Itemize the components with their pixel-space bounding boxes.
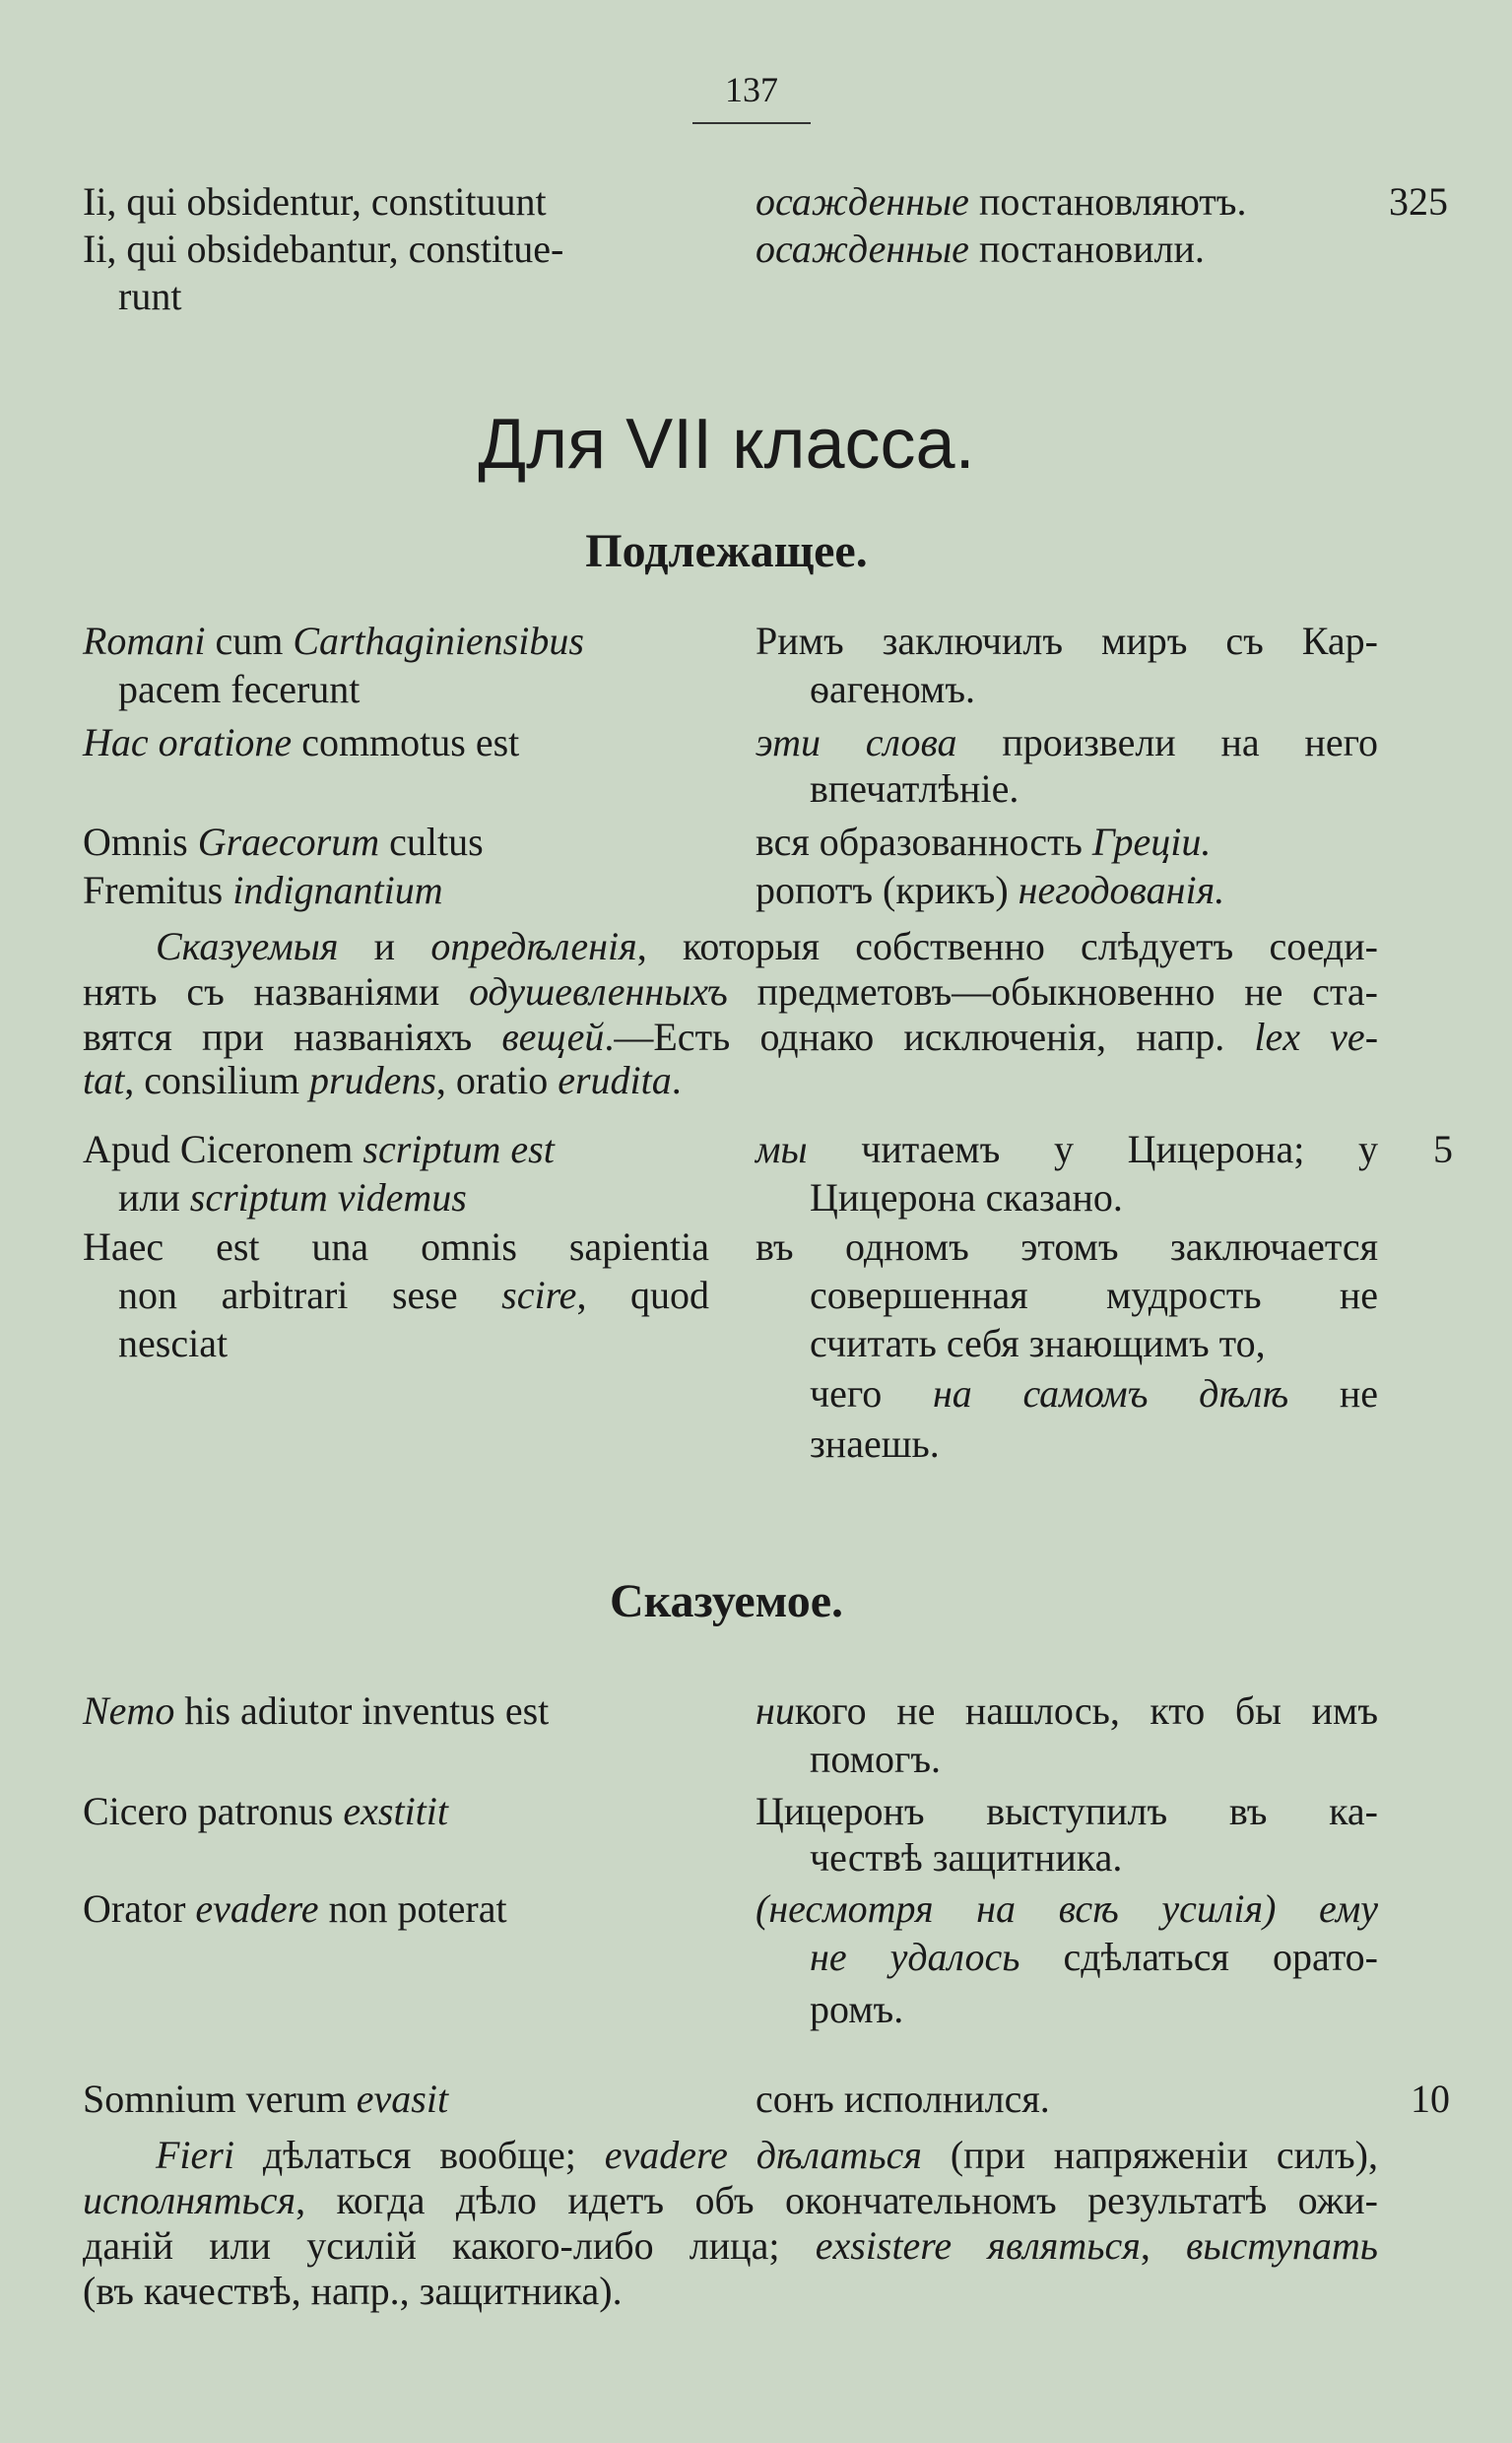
latin-line xyxy=(83,867,443,914)
text: 5 xyxy=(1433,1127,1453,1171)
latin-line xyxy=(118,1320,228,1367)
russian-line xyxy=(756,1223,1378,1271)
note-line xyxy=(83,1057,682,1104)
italic-text: erudita xyxy=(558,1058,672,1102)
latin-line xyxy=(83,226,563,273)
italic-text: exsistere являться xyxy=(815,2223,1141,2268)
italic-text: эти слова xyxy=(756,720,957,764)
text: въ одномъ этомъ заключается xyxy=(756,1224,1378,1269)
text: или xyxy=(118,1175,190,1220)
italic-text: lex ve- xyxy=(1254,1015,1379,1059)
text: вятся при названіяхъ xyxy=(83,1015,502,1059)
italic-text: Carthaginiensibus xyxy=(293,619,584,663)
text: Цицеронъ выступилъ въ ка- xyxy=(756,1789,1378,1833)
text: дѣлаться вообще; xyxy=(233,2133,605,2177)
text: cum xyxy=(205,619,294,663)
italic-text: не удалось xyxy=(810,1935,1020,1979)
text: .—Есть однако исключенія, напр. xyxy=(604,1015,1255,1059)
italic-text: осажденные xyxy=(756,227,969,271)
text: чествѣ защитника. xyxy=(810,1835,1123,1880)
text: Orator xyxy=(83,1886,196,1931)
italic-text: вещей xyxy=(501,1015,605,1059)
subheading-predicate: Сказуемое. xyxy=(609,1575,844,1627)
italic-text: prudens xyxy=(309,1058,436,1102)
latin-line xyxy=(83,1126,555,1173)
text: Omnis xyxy=(83,820,198,864)
italic-text: исполняться xyxy=(83,2178,296,2222)
text: не xyxy=(1288,1371,1378,1416)
italic-text: Romani xyxy=(83,619,206,663)
italic-text: exstitit xyxy=(343,1789,449,1833)
italic-text: evadere дѣлаться xyxy=(604,2133,922,2177)
russian-line xyxy=(810,1370,1378,1418)
text: 10 xyxy=(1411,2077,1450,2121)
russian-line xyxy=(810,666,975,713)
text: pacem fecerunt xyxy=(118,667,361,711)
latin-line xyxy=(83,1687,549,1735)
note-line xyxy=(83,968,1378,1016)
italic-text: Hac oratione xyxy=(83,720,293,764)
text: и xyxy=(338,924,431,968)
text: сдѣлаться орато- xyxy=(1019,1935,1379,1979)
text: Fremitus xyxy=(83,868,233,912)
russian-line xyxy=(810,1736,941,1783)
italic-text: evadere xyxy=(195,1886,319,1931)
page-number-rule xyxy=(692,122,811,124)
text: помогъ. xyxy=(810,1737,942,1781)
latin-line xyxy=(83,1223,709,1271)
text: впечатлѣніе. xyxy=(810,766,1019,811)
latin-line xyxy=(118,1272,709,1319)
italic-text: ни xyxy=(756,1688,795,1733)
note-line xyxy=(83,2177,1378,2224)
text: предметовъ—обыкновенно не ста- xyxy=(727,969,1378,1014)
russian-line xyxy=(810,1834,1122,1882)
text: his adiutor inventus est xyxy=(174,1688,550,1733)
text: . xyxy=(671,1058,682,1102)
text: runt xyxy=(118,274,182,318)
latin-line xyxy=(118,1174,467,1222)
text: даній или усилій какого-либо лица; xyxy=(83,2223,816,2268)
text: произвели на него xyxy=(956,720,1378,764)
russian-line xyxy=(810,1320,1266,1367)
text: считать себя знающимъ то, xyxy=(810,1321,1266,1365)
text: , когда дѣло идетъ объ окончательномъ результатѣ ожи- xyxy=(296,2178,1378,2222)
latin-line xyxy=(83,618,584,665)
section-heading: Для VII класса. xyxy=(478,405,975,484)
italic-text: осажденные xyxy=(756,179,969,224)
russian-line xyxy=(810,1420,940,1468)
italic-text: scire xyxy=(501,1273,577,1317)
line-number-line xyxy=(1389,178,1448,226)
russian-line xyxy=(810,1986,903,2033)
text: , consilium xyxy=(124,1058,310,1102)
italic-text: indignantium xyxy=(232,868,443,912)
note-line xyxy=(156,923,1378,970)
russian-line xyxy=(756,1126,1378,1173)
text: non poterat xyxy=(318,1886,507,1931)
text: nesciat xyxy=(118,1321,229,1365)
italic-text: Graecorum xyxy=(197,820,380,864)
text: читаемъ у Цицерона; у xyxy=(807,1127,1378,1171)
text: Цицерона сказано. xyxy=(810,1175,1123,1220)
text: сонъ исполнился. xyxy=(756,2077,1050,2121)
russian-line xyxy=(810,1272,1378,1319)
text: кого не нашлось, кто бы имъ xyxy=(794,1688,1378,1733)
russian-line xyxy=(756,719,1378,766)
latin-line xyxy=(118,273,181,320)
note-line xyxy=(83,2222,1378,2270)
latin-line xyxy=(83,819,484,866)
text: ропотъ (крикъ) xyxy=(756,868,1019,912)
text: , xyxy=(1140,2223,1187,2268)
note-line xyxy=(83,1014,1378,1061)
text: постановили. xyxy=(968,227,1205,271)
italic-text: scriptum videmus xyxy=(189,1175,467,1220)
text: нять съ названіями xyxy=(83,969,470,1014)
russian-line xyxy=(810,1174,1123,1222)
text: , oratio xyxy=(435,1058,559,1102)
text: чего xyxy=(810,1371,933,1416)
text: , которыя собственно слѣдуетъ соеди- xyxy=(636,924,1379,968)
russian-line xyxy=(756,1687,1378,1735)
russian-line xyxy=(810,1934,1378,1981)
text: вся образованность xyxy=(756,820,1092,864)
line-number-line xyxy=(1433,1126,1453,1173)
russian-line xyxy=(756,618,1378,665)
latin-line xyxy=(118,666,360,713)
text: Ii, qui obsidebantur, constitue- xyxy=(83,227,564,271)
text: 325 xyxy=(1389,179,1448,224)
text: commotus est xyxy=(292,720,520,764)
italic-text: scriptum est xyxy=(362,1127,555,1171)
text: Римъ заключилъ миръ съ Кар- xyxy=(756,619,1378,663)
text: совершенная мудрость не xyxy=(810,1273,1378,1317)
italic-text: опредѣленія xyxy=(430,924,637,968)
italic-text: выступать xyxy=(1186,2223,1378,2268)
italic-text: Сказуемыя xyxy=(156,924,339,968)
latin-line xyxy=(83,1788,448,1835)
russian-line xyxy=(756,819,1211,866)
russian-line xyxy=(810,765,1019,813)
note-line xyxy=(156,2132,1378,2179)
text: (при напряженіи силъ), xyxy=(921,2133,1378,2177)
text: ромъ. xyxy=(810,1987,904,2031)
text: Somnium verum xyxy=(83,2077,357,2121)
text: постановляютъ. xyxy=(968,179,1247,224)
text: , quod xyxy=(576,1273,710,1317)
italic-text: на самомъ дѣлѣ xyxy=(932,1371,1289,1416)
italic-text: Грецiи. xyxy=(1091,820,1212,864)
italic-text: Nemo xyxy=(83,1688,175,1733)
text: знаешь. xyxy=(810,1421,940,1466)
latin-line xyxy=(83,178,547,226)
line-number-line xyxy=(1411,2076,1450,2123)
russian-line xyxy=(756,226,1205,273)
italic-text: одушевленныхъ xyxy=(469,969,728,1014)
page-number: 137 xyxy=(725,70,778,109)
text: Haec est una omnis sapientia xyxy=(83,1224,709,1269)
italic-text: evasit xyxy=(356,2077,449,2121)
russian-line xyxy=(756,1885,1378,1933)
text: (въ качествѣ, напр., защитника). xyxy=(83,2269,623,2313)
italic-text: Fieri xyxy=(156,2133,234,2177)
text: Ii, qui obsidentur, constituunt xyxy=(83,179,547,224)
text: ѳагеномъ. xyxy=(810,667,976,711)
text: non arbitrari sese xyxy=(118,1273,502,1317)
italic-text: негодованія. xyxy=(1018,868,1225,912)
latin-line xyxy=(83,719,519,766)
text: Apud Ciceronem xyxy=(83,1127,363,1171)
latin-line xyxy=(83,1885,507,1933)
italic-text: мы xyxy=(756,1127,808,1171)
note-line xyxy=(83,2268,623,2315)
russian-line xyxy=(756,1788,1378,1835)
latin-line xyxy=(83,2076,448,2123)
italic-text: tat xyxy=(83,1058,125,1102)
text: Cicero patronus xyxy=(83,1789,344,1833)
text: cultus xyxy=(379,820,484,864)
russian-line xyxy=(756,2076,1050,2123)
italic-text: (несмотря на всѣ усилія) ему xyxy=(756,1886,1378,1931)
subheading-subject: Подлежащее. xyxy=(585,525,868,577)
russian-line xyxy=(756,178,1246,226)
russian-line xyxy=(756,867,1224,914)
